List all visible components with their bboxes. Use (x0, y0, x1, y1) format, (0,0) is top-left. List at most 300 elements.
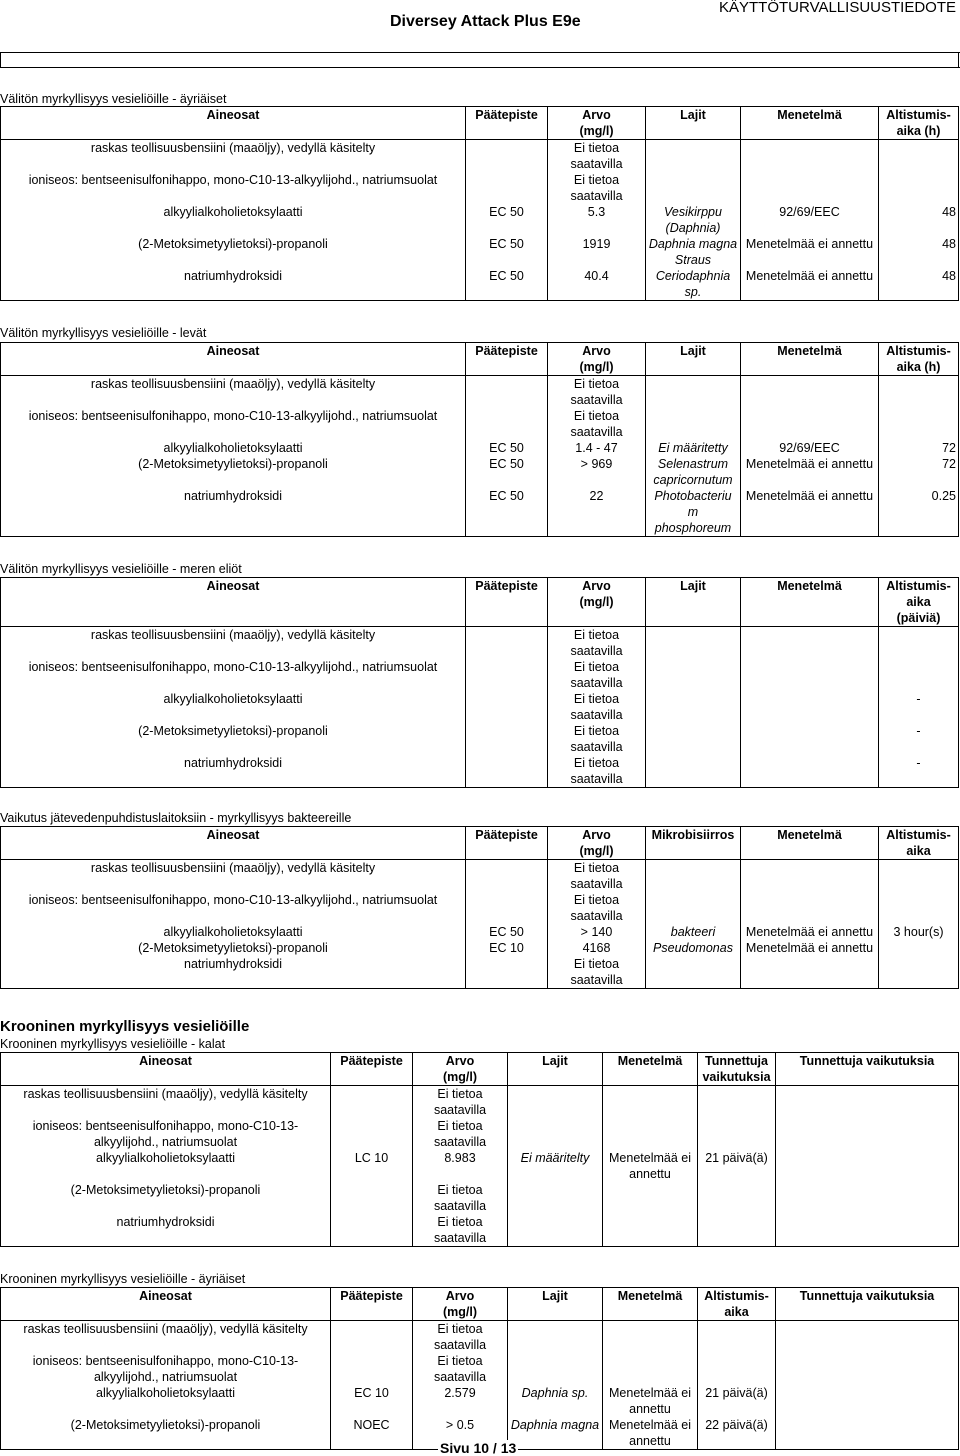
table-cell: Menetelmää ei annettu (741, 924, 879, 940)
col-paatepiste: Päätepiste (466, 107, 548, 140)
table-cell (603, 1321, 698, 1354)
header-text: (mg/l) (579, 360, 614, 374)
table-cell: Ei tietoa saatavilla (548, 659, 646, 691)
table-cell (646, 755, 741, 788)
table-cell (879, 172, 959, 204)
table-cell (879, 578, 959, 627)
table-cell: Menetelmä (603, 1288, 698, 1321)
table-cell: Ei tietoa saatavilla (548, 755, 646, 788)
table-cell: bakteeri (646, 924, 741, 940)
table-cell: Aineosat (1, 578, 466, 627)
table-row (1, 204, 959, 236)
table-cell: Ei tietoa saatavilla (413, 1118, 508, 1150)
header-text: Arvo (582, 108, 611, 122)
table-cell: Aineosat (1, 827, 466, 860)
table-cell (646, 376, 741, 409)
table-cell (646, 140, 741, 173)
table-cell (508, 1353, 603, 1385)
table-cell (603, 1086, 698, 1119)
table-cell: Menetelmä (741, 827, 879, 860)
table-cell: 21 päivä(ä) (698, 1385, 776, 1417)
table-cell (413, 1288, 508, 1321)
header-text: Arvo (582, 828, 611, 842)
header-text: aika (h) (896, 124, 941, 138)
table-cell: 2.579 (413, 1385, 508, 1417)
table-cell (879, 860, 959, 893)
table-cell: Daphnia sp. (508, 1385, 603, 1417)
table-cell (603, 1182, 698, 1214)
col-lajit: Lajit (646, 107, 741, 140)
table-row (1, 659, 959, 691)
table-cell (776, 1353, 959, 1385)
table-cell: ioniseos: bentseenisulfonihappo, mono-C10-13-alkyylijohd., natriumsuolat (1, 659, 466, 691)
table-cell (741, 860, 879, 893)
table-cell (548, 578, 646, 627)
table-cell: Ei määritetty (646, 440, 741, 456)
header-text: (mg/l) (579, 844, 614, 858)
table-cell (466, 755, 548, 788)
table-cell: natriumhydroksidi (1, 1214, 331, 1247)
table-cell (331, 1182, 413, 1214)
table-cell (741, 956, 879, 989)
table-cell (466, 723, 548, 755)
table-cell (548, 827, 646, 860)
header-text: Arvo (445, 1289, 475, 1303)
table-cell: Ei tietoa saatavilla (548, 892, 646, 924)
table-cell: (2-Metoksimetyylietoksi)-propanoli (1, 1417, 331, 1450)
section-title-acute-crustaceans: Välitön myrkyllisyys vesieliöille - äyriäiset (0, 92, 227, 106)
table-row (1, 1150, 959, 1182)
table-cell (646, 892, 741, 924)
table-cell: 1919 (548, 236, 646, 268)
table-cell (698, 1353, 776, 1385)
table-cell: Ei tietoa saatavilla (413, 1321, 508, 1354)
table-cell: Menetelmä (741, 578, 879, 627)
table-cell: 40.4 (548, 268, 646, 301)
table-cell: natriumhydroksidi (1, 755, 466, 788)
table-cell (466, 376, 548, 409)
table-cell: 48 (879, 268, 959, 301)
header-text: (mg/l) (579, 124, 614, 138)
table-cell: Menetelmää ei annettu (741, 456, 879, 488)
table-cell: Daphnia magna Straus (646, 236, 741, 268)
table-cell: Lajit (508, 1288, 603, 1321)
table-row (1, 1118, 959, 1150)
table-cell: EC 50 (466, 488, 548, 537)
table-cell (879, 827, 959, 860)
col-menetelma: Menetelmä (741, 107, 879, 140)
col-aineosat: Aineosat (1, 107, 466, 140)
table-cell: alkyylialkoholietoksylaatti (1, 204, 466, 236)
table-cell (879, 627, 959, 660)
table-row (1, 408, 959, 440)
table-cell: (2-Metoksimetyylietoksi)-propanoli (1, 723, 466, 755)
table-chronic-crustaceans (0, 1287, 959, 1450)
table-cell: Ei tietoa saatavilla (413, 1353, 508, 1385)
table-cell: Menetelmää ei annettu (603, 1417, 698, 1450)
table-cell (776, 1086, 959, 1119)
table-cell: - (879, 691, 959, 723)
table-cell: Ceriodaphnia sp. (646, 268, 741, 301)
table-row (1, 1182, 959, 1214)
header-text: Altistumis- (704, 1289, 769, 1303)
table-cell (741, 659, 879, 691)
table-cell: Aineosat (1, 1053, 331, 1086)
table-row (1, 268, 959, 301)
table-cell (741, 172, 879, 204)
table-cell: ioniseos: bentseenisulfonihappo, mono-C10-13-alkyylijohd., natriumsuolat (1, 1353, 331, 1385)
table-cell (603, 1214, 698, 1247)
table-row (1, 488, 959, 537)
table-header-row (1, 827, 959, 860)
header-text: Altistumis- (886, 108, 951, 122)
table-cell (741, 376, 879, 409)
table-cell: Päätepiste (466, 827, 548, 860)
table-cell: 0.25 (879, 488, 959, 537)
table-row (1, 723, 959, 755)
table-cell (698, 1288, 776, 1321)
table-cell (776, 1385, 959, 1417)
table-cell: Ei määritelty (508, 1150, 603, 1182)
table-cell (879, 659, 959, 691)
table-cell: 72 (879, 440, 959, 456)
table-cell (776, 1118, 959, 1150)
table-row (1, 456, 959, 488)
table-cell: raskas teollisuusbensiini (maaöljy), vedyllä käsitelty (1, 376, 466, 409)
table-cell: > 140 (548, 924, 646, 940)
table-cell (879, 408, 959, 440)
table-cell: Ei tietoa saatavilla (548, 172, 646, 204)
frame-left (0, 52, 1, 67)
table-cell: 48 (879, 236, 959, 268)
table-cell (331, 1214, 413, 1247)
table-cell: Menetelmää ei annettu (603, 1385, 698, 1417)
table-cell (603, 1118, 698, 1150)
table-row (1, 1353, 959, 1385)
table-row (1, 940, 959, 956)
header-text: aika (724, 1305, 749, 1319)
table-cell: Aineosat (1, 343, 466, 376)
table-cell (879, 892, 959, 924)
col-altistumisaika (879, 107, 959, 140)
table-cell (776, 1182, 959, 1214)
table-cell (331, 1353, 413, 1385)
table-row (1, 440, 959, 456)
table-cell: EC 50 (466, 236, 548, 268)
table-cell (741, 723, 879, 755)
table-row (1, 1214, 959, 1247)
section-title-chronic-crustaceans: Krooninen myrkyllisyys vesieliöille - äyriäiset (0, 1272, 246, 1286)
table-cell (741, 892, 879, 924)
table-chronic-fish (0, 1052, 959, 1247)
header-rule-2 (0, 67, 960, 68)
table-cell: 5.3 (548, 204, 646, 236)
table-cell: Ei tietoa saatavilla (548, 627, 646, 660)
table-row (1, 1086, 959, 1119)
table-row (1, 892, 959, 924)
table-cell: Tunnettuja vaikutuksia (776, 1288, 959, 1321)
table-cell: Menetelmää ei annettu (603, 1150, 698, 1182)
table-cell (879, 956, 959, 989)
table-cell (466, 892, 548, 924)
table-cell (466, 659, 548, 691)
table-cell: 48 (879, 204, 959, 236)
table-row (1, 860, 959, 893)
header-text: Arvo (582, 579, 611, 593)
table-cell (879, 376, 959, 409)
table-cell: ioniseos: bentseenisulfonihappo, mono-C10-13-alkyylijohd., natriumsuolat (1, 408, 466, 440)
table-cell (331, 1321, 413, 1354)
table-cell: raskas teollisuusbensiini (maaöljy), vedyllä käsitelty (1, 1086, 331, 1119)
table-cell: alkyylialkoholietoksylaatti (1, 1150, 331, 1182)
table-cell: 21 päivä(ä) (698, 1150, 776, 1182)
table-cell: EC 50 (466, 268, 548, 301)
table-cell: Menetelmää ei annettu (741, 488, 879, 537)
table-cell: Menetelmää ei annettu (741, 236, 879, 268)
table-cell: > 0.5 (413, 1417, 508, 1450)
table-header-row (1, 578, 959, 627)
table-cell: Ei tietoa saatavilla (548, 723, 646, 755)
header-text: Arvo (582, 344, 611, 358)
table-cell: Aineosat (1, 1288, 331, 1321)
frame-right (958, 52, 959, 67)
table-cell: Ei tietoa saatavilla (413, 1214, 508, 1247)
table-cell: EC 50 (466, 204, 548, 236)
table-cell: 72 (879, 456, 959, 488)
table-cell: raskas teollisuusbensiini (maaöljy), vedyllä käsitelty (1, 1321, 331, 1354)
table-cell (776, 1214, 959, 1247)
table-cell (741, 408, 879, 440)
table-cell: ioniseos: bentseenisulfonihappo, mono-C10-13-alkyylijohd., natriumsuolat (1, 1118, 331, 1150)
table-cell: 1.4 - 47 (548, 440, 646, 456)
table-cell: Ei tietoa saatavilla (413, 1182, 508, 1214)
table-cell: EC 50 (466, 924, 548, 940)
table-cell: NOEC (331, 1417, 413, 1450)
table-acute-crustaceans (0, 106, 959, 301)
table-cell (776, 1417, 959, 1450)
table-cell: LC 10 (331, 1150, 413, 1182)
table-cell: EC 10 (466, 940, 548, 956)
table-cell (879, 140, 959, 173)
section-title-bacteria: Vaikutus jätevedenpuhdistuslaitoksiin - myrkyllisyys bakteereille (0, 811, 352, 825)
table-cell: - (879, 755, 959, 788)
table-cell: 92/69/EEC (741, 204, 879, 236)
table-cell: alkyylialkoholietoksylaatti (1, 1385, 331, 1417)
table-acute-algae (0, 342, 959, 537)
table-row (1, 376, 959, 409)
table-cell: Ei tietoa saatavilla (413, 1086, 508, 1119)
table-cell: 3 hour(s) (879, 924, 959, 940)
table-cell: Ei tietoa saatavilla (548, 376, 646, 409)
table-cell: EC 10 (331, 1385, 413, 1417)
table-cell: Lajit (646, 578, 741, 627)
header-text: Altistumis- (886, 344, 951, 358)
header-text: (mg/l) (579, 595, 614, 609)
table-cell (776, 1321, 959, 1354)
table-cell (508, 1182, 603, 1214)
table-row (1, 172, 959, 204)
table-cell (741, 140, 879, 173)
table-cell (698, 1182, 776, 1214)
section-title-chronic-fish: Krooninen myrkyllisyys vesieliöille - kalat (0, 1037, 226, 1051)
table-row (1, 140, 959, 173)
table-cell: ioniseos: bentseenisulfonihappo, mono-C10-13-alkyylijohd., natriumsuolat (1, 892, 466, 924)
page-number: Sivu 10 / 13 (440, 1440, 517, 1456)
header-rule (0, 52, 960, 53)
table-cell: Päätepiste (466, 343, 548, 376)
table-cell (879, 343, 959, 376)
table-cell: natriumhydroksidi (1, 488, 466, 537)
table-cell: Ei tietoa saatavilla (548, 140, 646, 173)
table-cell (331, 1086, 413, 1119)
table-cell (466, 627, 548, 660)
table-row (1, 1321, 959, 1354)
table-cell: Lajit (646, 343, 741, 376)
table-cell (646, 408, 741, 440)
table-bacteria (0, 826, 959, 989)
table-cell (646, 860, 741, 893)
table-cell (741, 755, 879, 788)
table-cell: (2-Metoksimetyylietoksi)-propanoli (1, 456, 466, 488)
table-cell (776, 1150, 959, 1182)
table-cell: raskas teollisuusbensiini (maaöljy), vedyllä käsitelty (1, 860, 466, 893)
table-cell: Ei tietoa saatavilla (548, 956, 646, 989)
header-text: (mg/l) (442, 1305, 478, 1319)
table-cell: > 969 (548, 456, 646, 488)
table-cell: Menetelmä (741, 343, 879, 376)
table-cell: Menetelmä (603, 1053, 698, 1086)
table-cell: Pseudomonas (646, 940, 741, 956)
table-cell (508, 1321, 603, 1354)
table-cell: Lajit (508, 1053, 603, 1086)
table-cell (879, 940, 959, 956)
table-cell (466, 956, 548, 989)
table-cell (466, 860, 548, 893)
table-cell: Päätepiste (466, 578, 548, 627)
col-arvo (548, 107, 646, 140)
table-cell (508, 1214, 603, 1247)
header-text: (päiviä) (896, 611, 941, 625)
table-header-row (1, 1288, 959, 1321)
header-text: Altistumis- (886, 828, 951, 842)
table-cell: alkyylialkoholietoksylaatti (1, 691, 466, 723)
table-row (1, 691, 959, 723)
table-cell: EC 50 (466, 440, 548, 456)
table-cell: natriumhydroksidi (1, 956, 466, 989)
header-text: Arvo (445, 1054, 475, 1068)
table-cell: ioniseos: bentseenisulfonihappo, mono-C10-13-alkyylijohd., natriumsuolat (1, 172, 466, 204)
table-cell (698, 1053, 776, 1086)
chronic-heading: Krooninen myrkyllisyys vesieliöille (0, 1018, 250, 1035)
table-cell: natriumhydroksidi (1, 268, 466, 301)
header-text: Tunnettuja (705, 1054, 768, 1068)
section-title-acute-algae: Välitön myrkyllisyys vesieliöille - levät (0, 326, 207, 340)
table-cell: Menetelmää ei annettu (741, 940, 879, 956)
table-cell: 8.983 (413, 1150, 508, 1182)
table-cell: raskas teollisuusbensiini (maaöljy), vedyllä käsitelty (1, 140, 466, 173)
table-cell (331, 1118, 413, 1150)
table-cell (698, 1214, 776, 1247)
header-text: Altistumis- (886, 579, 951, 593)
table-cell (646, 172, 741, 204)
table-cell (698, 1118, 776, 1150)
table-cell: - (879, 723, 959, 755)
table-cell (466, 408, 548, 440)
table-cell (466, 691, 548, 723)
table-header-row (1, 343, 959, 376)
table-cell (603, 1353, 698, 1385)
table-cell: (2-Metoksimetyylietoksi)-propanoli (1, 1182, 331, 1214)
table-row (1, 956, 959, 989)
table-cell: Ei tietoa saatavilla (548, 408, 646, 440)
table-cell (646, 659, 741, 691)
table-cell (646, 627, 741, 660)
table-cell: Vesikirppu (Daphnia) (646, 204, 741, 236)
document-product-title: Diversey Attack Plus E9e (390, 13, 581, 30)
table-header-row (1, 107, 959, 140)
header-text: (mg/l) (442, 1070, 478, 1084)
table-cell: Menetelmää ei annettu (741, 268, 879, 301)
table-cell: Päätepiste (331, 1288, 413, 1321)
table-cell (466, 140, 548, 173)
table-cell: raskas teollisuusbensiini (maaöljy), vedyllä käsitelty (1, 627, 466, 660)
table-cell: Selenastrum capricornutum (646, 456, 741, 488)
table-cell (741, 691, 879, 723)
document-type-label: KÄYTTÖTURVALLISUUSTIEDOTE (719, 0, 956, 16)
table-cell: 22 päivä(ä) (698, 1417, 776, 1450)
table-cell (413, 1053, 508, 1086)
table-cell: Päätepiste (331, 1053, 413, 1086)
table-cell (508, 1118, 603, 1150)
table-cell: 92/69/EEC (741, 440, 879, 456)
table-header-row (1, 1053, 959, 1086)
header-text: aika (906, 595, 931, 609)
table-cell (548, 343, 646, 376)
table-cell: alkyylialkoholietoksylaatti (1, 440, 466, 456)
table-cell: Mikrobisiirros (646, 827, 741, 860)
table-cell: (2-Metoksimetyylietoksi)-propanoli (1, 236, 466, 268)
table-cell: EC 50 (466, 456, 548, 488)
table-cell: Daphnia magna (508, 1417, 603, 1450)
table-cell (466, 172, 548, 204)
table-cell: Ei tietoa saatavilla (548, 691, 646, 723)
table-cell: 4168 (548, 940, 646, 956)
table-row (1, 627, 959, 660)
table-cell (646, 956, 741, 989)
table-cell: alkyylialkoholietoksylaatti (1, 924, 466, 940)
table-cell (646, 723, 741, 755)
table-row (1, 236, 959, 268)
table-cell: Ei tietoa saatavilla (548, 860, 646, 893)
header-text: vaikutuksia (702, 1070, 771, 1084)
table-cell: Tunnettuja vaikutuksia (776, 1053, 959, 1086)
table-row (1, 1385, 959, 1417)
table-row (1, 755, 959, 788)
table-cell (646, 691, 741, 723)
table-cell (698, 1086, 776, 1119)
table-cell: Photobacteriu m phosphoreum (646, 488, 741, 537)
header-text: aika (906, 844, 931, 858)
table-cell (508, 1086, 603, 1119)
header-text: aika (h) (896, 360, 941, 374)
table-row (1, 924, 959, 940)
table-acute-marine (0, 577, 959, 788)
table-cell: 22 (548, 488, 646, 537)
table-cell (698, 1321, 776, 1354)
table-cell: (2-Metoksimetyylietoksi)-propanoli (1, 940, 466, 956)
table-cell (741, 627, 879, 660)
section-title-acute-marine: Välitön myrkyllisyys vesieliöille - meren eliöt (0, 562, 242, 576)
